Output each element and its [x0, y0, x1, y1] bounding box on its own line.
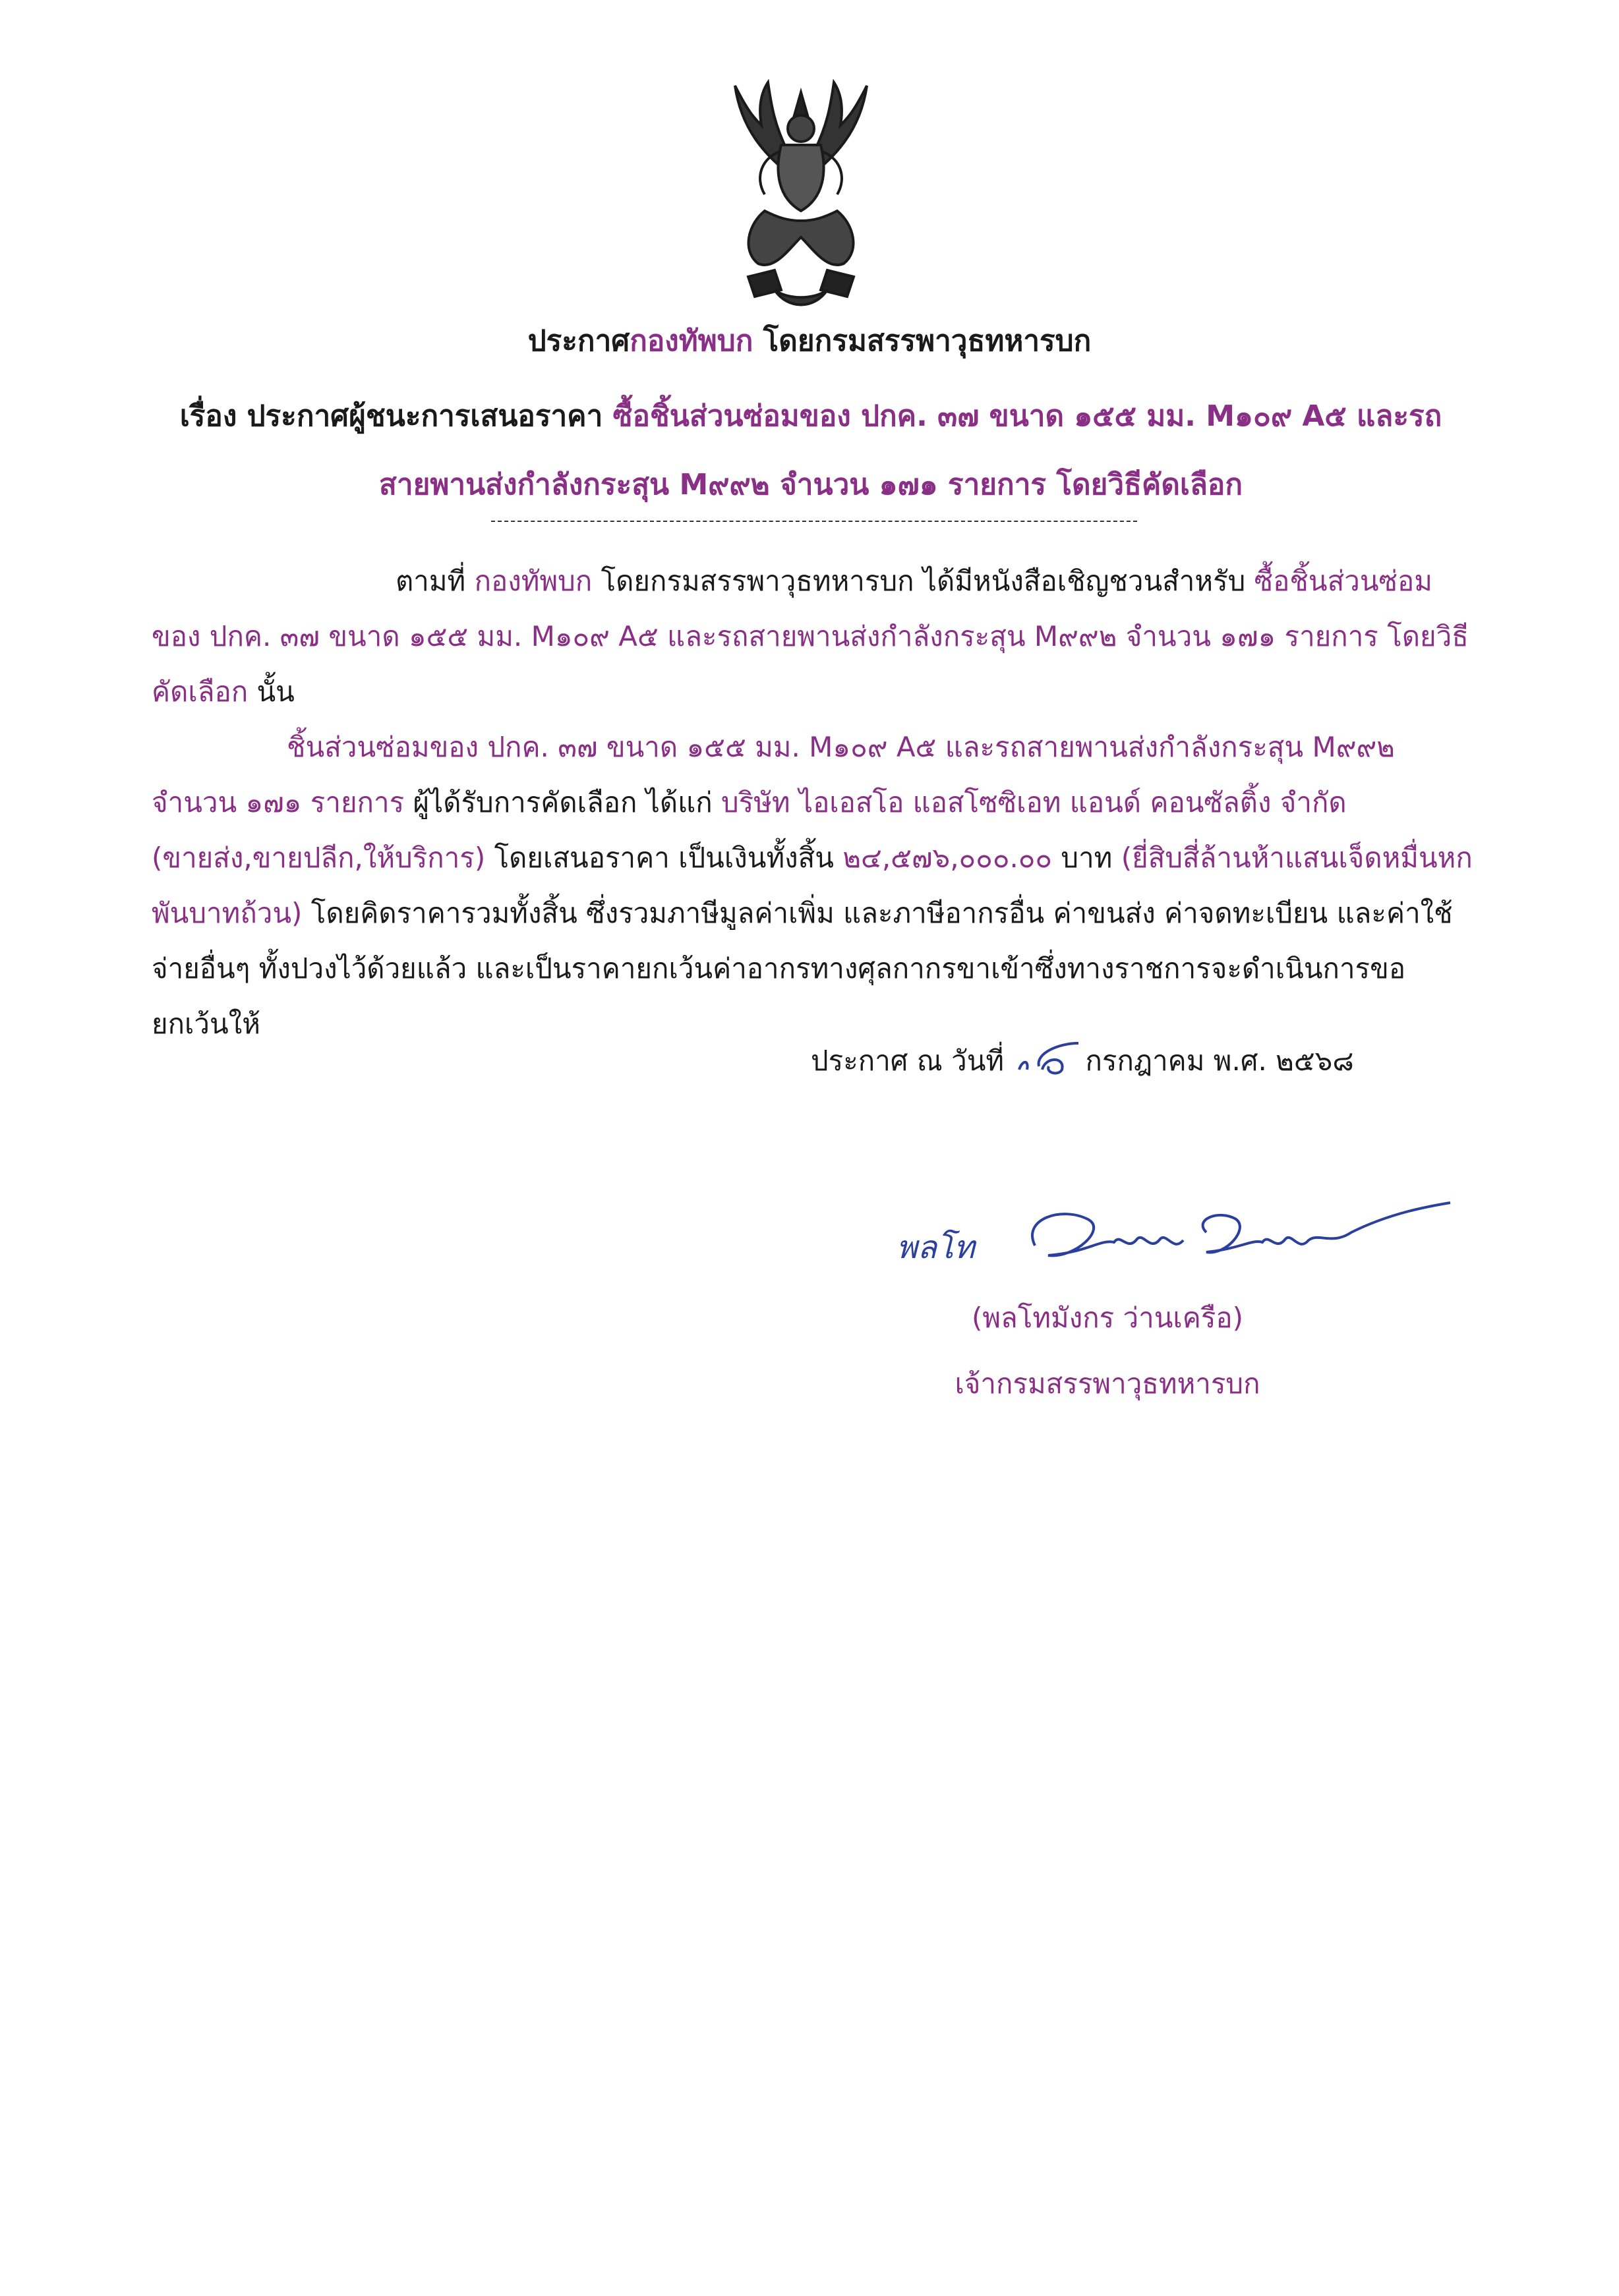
signature-rank: พลโท [897, 1229, 975, 1266]
signature-handwritten-icon [1009, 1193, 1457, 1278]
p2-text-2: โดยเสนอราคา เป็นเงินทั้งสิ้น [485, 842, 843, 874]
p2-company: บริษัท ไอเอสโอ แอสโซซิเอท แอนด์ คอนซัลติ้ง จำกัด (ขายส่ง,ขายปลีก,ให้บริการ) [152, 786, 1347, 874]
date-month-year: กรกฎาคม พ.ศ. ๒๕๖๘ [1085, 1045, 1354, 1077]
p2-text-4: โดยคิดราคารวมทั้งสิ้น ซึ่งรวมภาษีมูลค่าเพิ่ม และภาษีอากรอื่น ค่าขนส่ง ค่าจดทะเบียน และค่าใช้จ่ายอื่นๆ ทั้งปวงไว้ด้วยแล้ว และเป็นราคายกเว้นค่าอากรทางศุลกากรขาเข้าซึ่งทางราชการจะดำเนินการขอยกเว้นให้ [152, 897, 1453, 1040]
announcement-date [811, 1041, 1354, 1081]
title-suffix: โดยกรมสรรพาวุธทหารบก [753, 324, 1092, 358]
p2-amount: ๒๔,๕๗๖,๐๐๐.๐๐ [842, 842, 1053, 874]
date-prefix: ประกาศ ณ วันที่ [811, 1045, 1013, 1077]
garuda-emblem-icon [702, 79, 900, 323]
p2-item: ชิ้นส่วนซ่อมของ ปกค. ๓๗ ขนาด ๑๕๕ มม. M๑๐๙ A๕ และรถสายพานส่งกำลังกระสุน M๙๙๒ จำนวน ๑๗๑ รายการ [152, 731, 1395, 818]
announcement-subject [152, 382, 1470, 519]
p1-text-1: ตามที่ [396, 565, 475, 597]
paragraph-2 [152, 720, 1473, 1052]
signatory-position: เจ้ากรมสรรพาวุธทหารบก [955, 1367, 1260, 1400]
title-org: กองทัพบก [630, 324, 753, 358]
p1-item: ซื้อชิ้นส่วนซ่อมของ ปกค. ๓๗ ขนาด ๑๕๕ มม. M๑๐๙ A๕ และรถสายพานส่งกำลังกระสุน M๙๙๒ จำนวน ๑๗๑ รายการ โดยวิธีคัดเลือก [152, 565, 1469, 708]
p1-text-2: โดยกรมสรรพาวุธทหารบก ได้มีหนังสือเชิญชวนสำหรับ [592, 565, 1254, 597]
p2-amount-words: (ยี่สิบสี่ล้านห้าแสนเจ็ดหมื่นหกพันบาทถ้วน) [152, 842, 1473, 929]
paragraph-1 [152, 554, 1473, 720]
p2-text-1: ผู้ได้รับการคัดเลือก ได้แก่ [404, 786, 722, 818]
dashed-divider [491, 521, 1137, 522]
p1-text-3: นั้น [248, 675, 295, 708]
p2-text-3: บาท [1052, 842, 1121, 874]
announcement-body [152, 554, 1473, 1052]
title-prefix: ประกาศ [527, 324, 630, 358]
p1-org: กองทัพบก [474, 565, 593, 597]
subject-item: ซื้อชิ้นส่วนซ่อมของ ปกค. ๓๗ ขนาด ๑๕๕ มม. M๑๐๙ A๕ และรถสายพานส่งกำลังกระสุน M๙๙๒ จำนวน ๑๗๑ รายการ โดยวิธีคัดเลือก [379, 399, 1442, 502]
announcement-title [0, 322, 1619, 361]
signatory-name: (พลโทมังกร ว่านเครือ) [971, 1302, 1244, 1334]
date-day-handwritten [1013, 1047, 1085, 1079]
subject-label: เรื่อง ประกาศผู้ชนะการเสนอราคา [179, 399, 613, 433]
